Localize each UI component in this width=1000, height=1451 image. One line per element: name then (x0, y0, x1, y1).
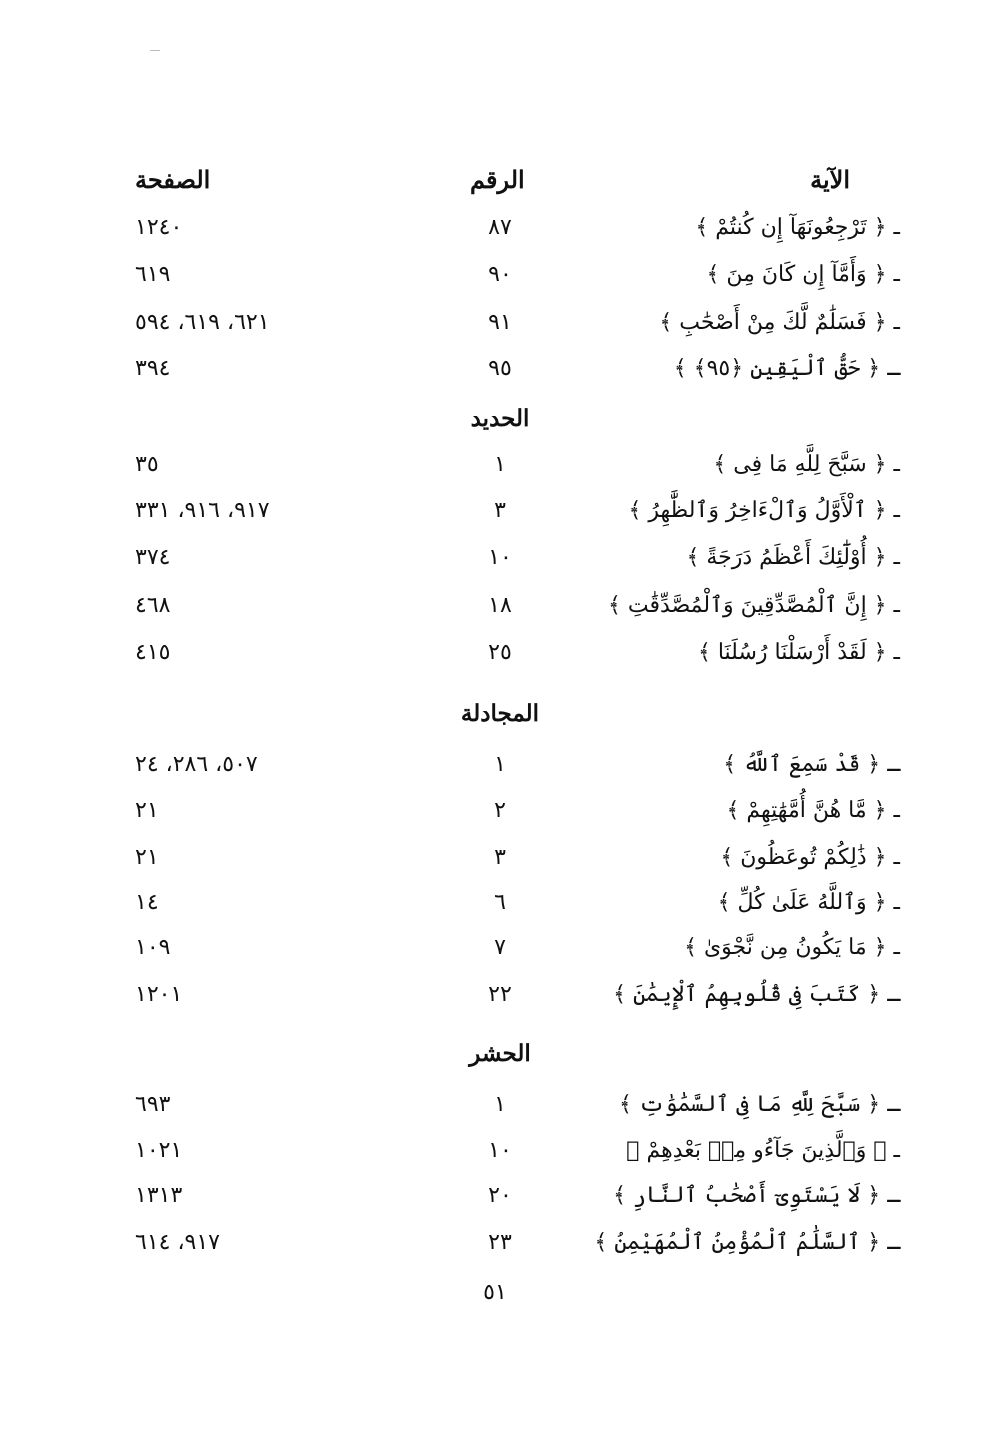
table-row (0, 982, 1000, 1022)
header-page: الصفحة (135, 165, 211, 194)
page-number: ٥١ (483, 1280, 507, 1305)
verse-text: ـ ﴿ كَتَبَ فِى قُلُوبِهِمُ ٱلْإِيمَٰنَ ﴾ (613, 982, 900, 1007)
verse-text: ـ ﴿ مَّا هُنَّ أُمَّهَٰتِهِمْ ﴾ (726, 798, 900, 823)
verse-text: ـ ﴿ وَأَمَّآ إِن كَانَ مِنَ ﴾ (706, 262, 900, 287)
page-references: ١٠٩ (135, 935, 171, 960)
verse-text: ـ ﴿ حَقُّ ٱلْيَقِينِ ﴿٩٥﴾ ﴾ (673, 356, 900, 381)
verse-number: ١٠ (488, 545, 512, 570)
surah-heading: المجادلة (460, 700, 540, 727)
verse-number: ٢٠ (488, 1183, 512, 1208)
verse-text: ـ ﴿ فَسَلَٰمٌ لَّكَ مِنْ أَصْحَٰبِ ﴾ (659, 310, 900, 335)
page-references: ١٤ (135, 890, 159, 915)
corner-mark (150, 50, 160, 51)
verse-text: ـ ﴿ سَبَّحَ لِلَّهِ مَا فِى ﴾ (713, 452, 900, 477)
page-references: ١٣١٣ (135, 1183, 183, 1208)
page-references: ٩١٧، ٩١٦، ٣٣١ (135, 498, 270, 523)
verse-text: ـ ﴿ لَا يَسْتَوِىٓ أَصْحَٰبُ ٱلنَّارِ ﴾ (613, 1183, 900, 1208)
verse-number: ١٨ (488, 593, 512, 618)
table-row (0, 798, 1000, 838)
table-row (0, 498, 1000, 538)
verse-number: ٨٧ (488, 215, 512, 240)
table-row (0, 752, 1000, 792)
verse-number: ٣ (494, 845, 506, 870)
surah-heading: الحديد (470, 405, 530, 432)
verse-number: ١ (494, 1092, 506, 1117)
page-references: ١٢٤٠ (135, 215, 183, 240)
verse-number: ٩١ (488, 310, 512, 335)
header-aya: الآية (810, 165, 850, 194)
page-references: ٦١٩ (135, 262, 171, 287)
verse-text: ـ ﴿ ٱلْأَوَّلُ وَٱلْءَاخِرُ وَٱلظَّٰهِرُ ﴾ (628, 498, 900, 523)
page-references: ٢١ (135, 798, 159, 823)
verse-number: ٩٠ (488, 262, 512, 287)
verse-number: ٧ (494, 935, 506, 960)
verse-text: ـ ﴿ أُوْلَٰٓئِكَ أَعْظَمُ دَرَجَةً ﴾ (686, 545, 900, 570)
table-row (0, 593, 1000, 633)
verse-number: ٦ (494, 890, 506, 915)
verse-text: ـ ﴿ وَٱللَّهُ عَلَىٰ كُلِّ ﴾ (717, 890, 900, 915)
table-row (0, 935, 1000, 975)
verse-number: ٢ (494, 798, 506, 823)
page-references: ٩١٧، ٦١٤ (135, 1230, 220, 1255)
verse-text: ـ ﴿ وَٱلَّذِينَ جَآءُو مِنۢ بَعْدِهِمْ ﴾ (626, 1138, 900, 1163)
surah-heading: الحشر (469, 1040, 531, 1067)
verse-number: ٣ (494, 498, 506, 523)
page-references: ٤١٥ (135, 640, 171, 665)
page-references: ٥٠٧، ٢٨٦، ٢٤ (135, 752, 258, 777)
page-references: ١٠٢١ (135, 1138, 183, 1163)
table-row (0, 310, 1000, 350)
table-row (0, 1183, 1000, 1223)
verse-text: ـ ﴿ إِنَّ ٱلْمُصَّدِّقِينَ وَٱلْمُصَّدِّقَٰتِ ﴾ (608, 593, 900, 618)
table-row (0, 545, 1000, 585)
table-row (0, 845, 1000, 885)
page-references: ٦٩٣ (135, 1092, 171, 1117)
page-references: ٢١ (135, 845, 159, 870)
verse-text: ـ ﴿ ذَٰلِكُمْ تُوعَظُونَ ﴾ (720, 845, 900, 870)
verse-text: ـ ﴿ تَرْجِعُونَهَآ إِن كُنتُمْ ﴾ (695, 215, 900, 240)
verse-number: ١ (494, 752, 506, 777)
table-row (0, 356, 1000, 396)
verse-text: ـ ﴿ لَقَدْ أَرْسَلْنَا رُسُلَنَا ﴾ (697, 640, 900, 665)
table-row (0, 1138, 1000, 1178)
page-references: ٣٥ (135, 452, 159, 477)
verse-number: ٢٥ (488, 640, 512, 665)
header-number: الرقم (470, 165, 525, 194)
table-row (0, 640, 1000, 680)
page-references: ٤٦٨ (135, 593, 171, 618)
table-row (0, 262, 1000, 302)
table-row (0, 215, 1000, 255)
verse-text: ـ ﴿ قَدْ سَمِعَ ٱللَّهُ ﴾ (723, 752, 900, 777)
table-row (0, 890, 1000, 930)
verse-text: ـ ﴿ مَا يَكُونُ مِن نَّجْوَىٰ ﴾ (684, 935, 900, 960)
table-row (0, 1230, 1000, 1270)
page-references: ٣٧٤ (135, 545, 171, 570)
page-references: ٣٩٤ (135, 356, 171, 381)
verse-text: ـ ﴿ ٱلسَّلَٰمُ ٱلْمُؤْمِنُ ٱلْمُهَيْمِنُ ﴾ (594, 1230, 900, 1255)
page-references: ٦٢١، ٦١٩، ٥٩٤ (135, 310, 270, 335)
verse-number: ٩٥ (488, 356, 512, 381)
table-row (0, 452, 1000, 492)
table-header (0, 165, 1000, 205)
verse-number: ١ (494, 452, 506, 477)
page-references: ١٢٠١ (135, 982, 183, 1007)
verse-number: ١٠ (488, 1138, 512, 1163)
verse-number: ٢٢ (488, 982, 512, 1007)
table-row (0, 1092, 1000, 1132)
verse-number: ٢٣ (488, 1230, 512, 1255)
verse-text: ـ ﴿ سَبَّحَ لِلَّهِ مَا فِى ٱلسَّمَٰوَٰتِ ﴾ (619, 1092, 900, 1117)
